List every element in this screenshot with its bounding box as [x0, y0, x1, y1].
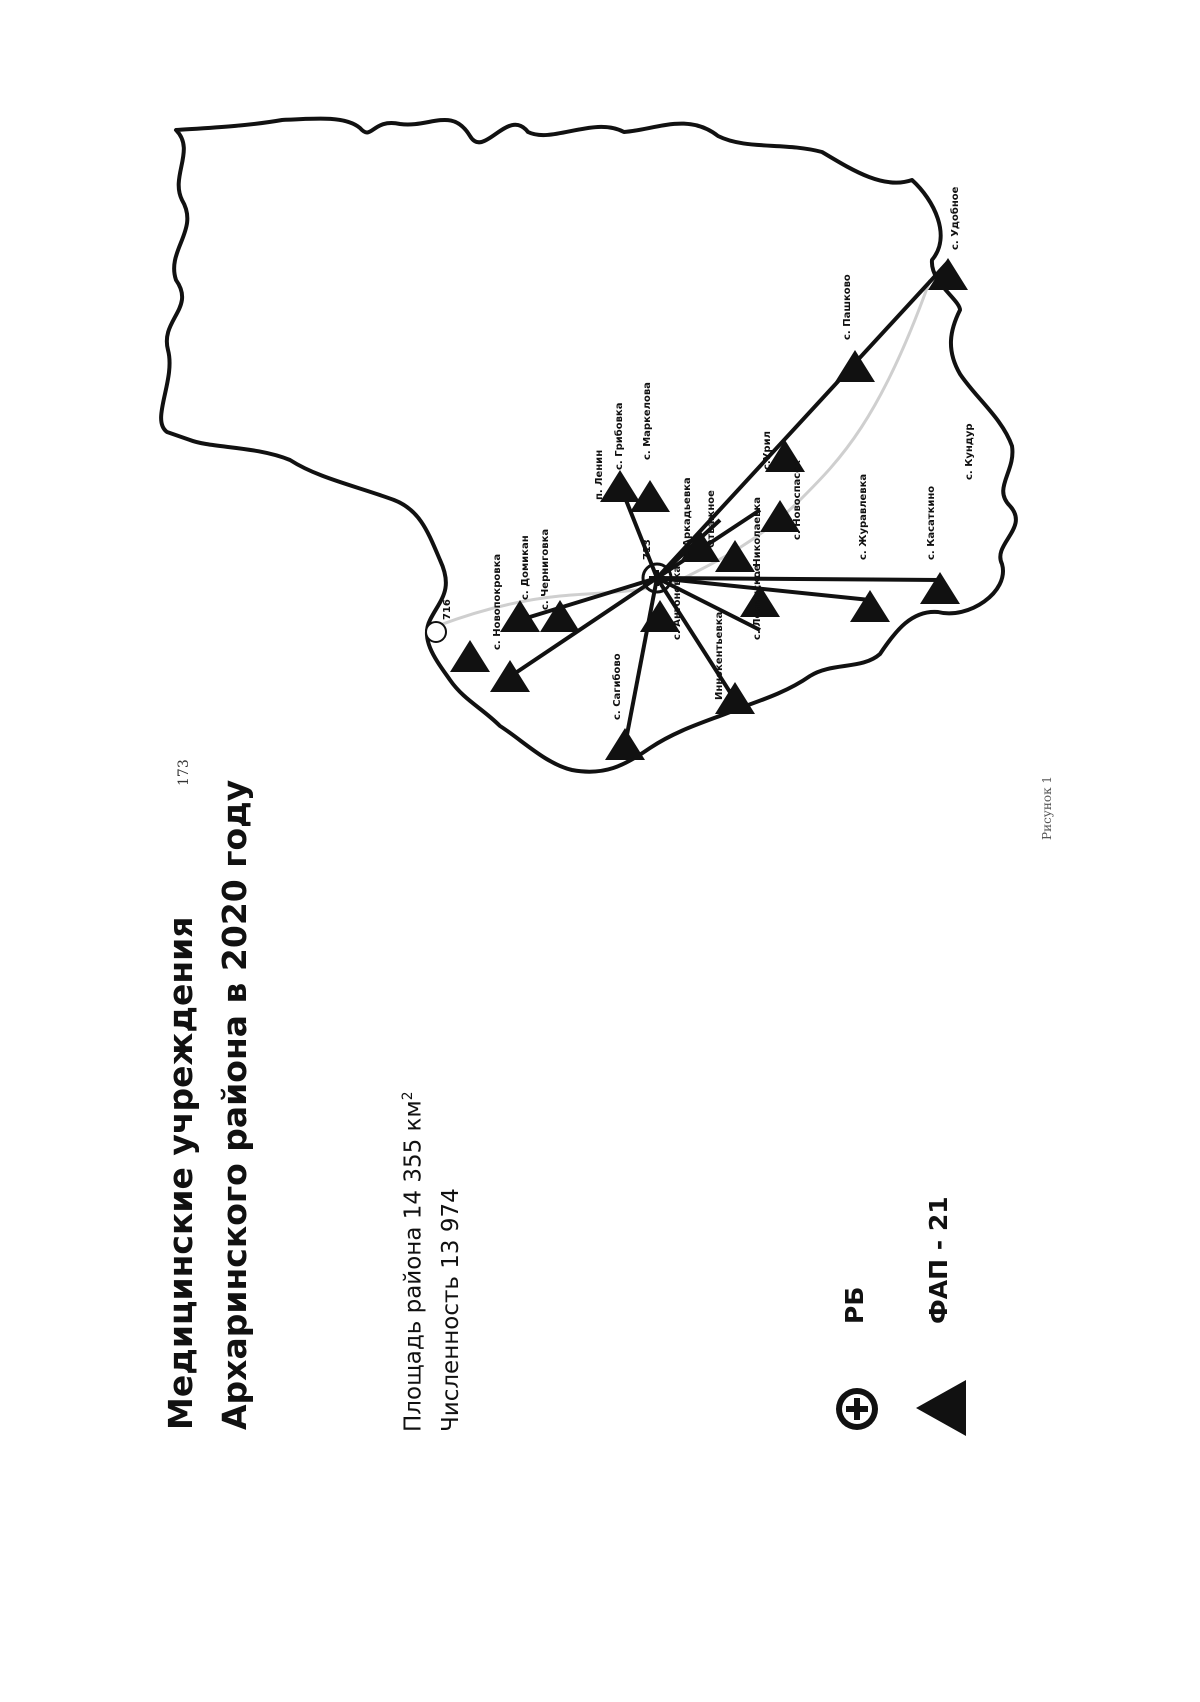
place-label: с. Новопокровка	[492, 553, 503, 650]
legend-label-fap: ФАП - 21	[924, 1196, 953, 1324]
place-label: с. Маркелова	[642, 382, 653, 460]
district-boundary	[161, 118, 1016, 771]
place-label: с. Журавлевка	[858, 473, 869, 560]
place-label: с. Грибовка	[614, 402, 625, 470]
place-label: с. Сагибово	[612, 653, 623, 720]
place-label: с. Удобное	[950, 186, 961, 250]
place-label: с. Антоновка	[672, 565, 683, 640]
population-stat: Численность 13 974	[438, 1188, 464, 1432]
hospital-cross-icon	[832, 1384, 882, 1434]
place-label: с.Урил	[762, 431, 773, 470]
figure-caption: Рисунок 1	[1040, 775, 1054, 840]
place-label: с. Кундур	[964, 423, 975, 480]
place-label: с. Аркадьевка	[682, 477, 693, 560]
road-number-713: 713	[642, 539, 653, 560]
place-label: п. Ленин	[594, 449, 605, 500]
triangle-icon	[916, 1380, 966, 1436]
place-label: с. Пашково	[842, 274, 853, 340]
place-label: Иннокентьевка	[714, 611, 725, 700]
legend-label-rb: РБ	[840, 1286, 869, 1324]
svg-text:716: 716	[442, 599, 453, 620]
area-stat: Площадь района 14 355 $км^2$	[400, 1091, 427, 1432]
page-title-line1: Медицинские учреждения	[161, 916, 200, 1430]
place-label: с. Черниговка	[540, 528, 551, 610]
place-label: с. Новоспасск	[792, 460, 803, 540]
place-label: с. Николаевка	[752, 497, 763, 580]
place-label: с. Ленинское	[752, 564, 763, 640]
place-label: с. Касаткино	[926, 485, 937, 560]
page-title-line2: Архаринского района в 2020 году	[215, 779, 254, 1430]
page-number: 173	[176, 759, 192, 786]
place-label: с. Домикан	[520, 535, 531, 600]
place-label: Отважное	[706, 490, 717, 548]
